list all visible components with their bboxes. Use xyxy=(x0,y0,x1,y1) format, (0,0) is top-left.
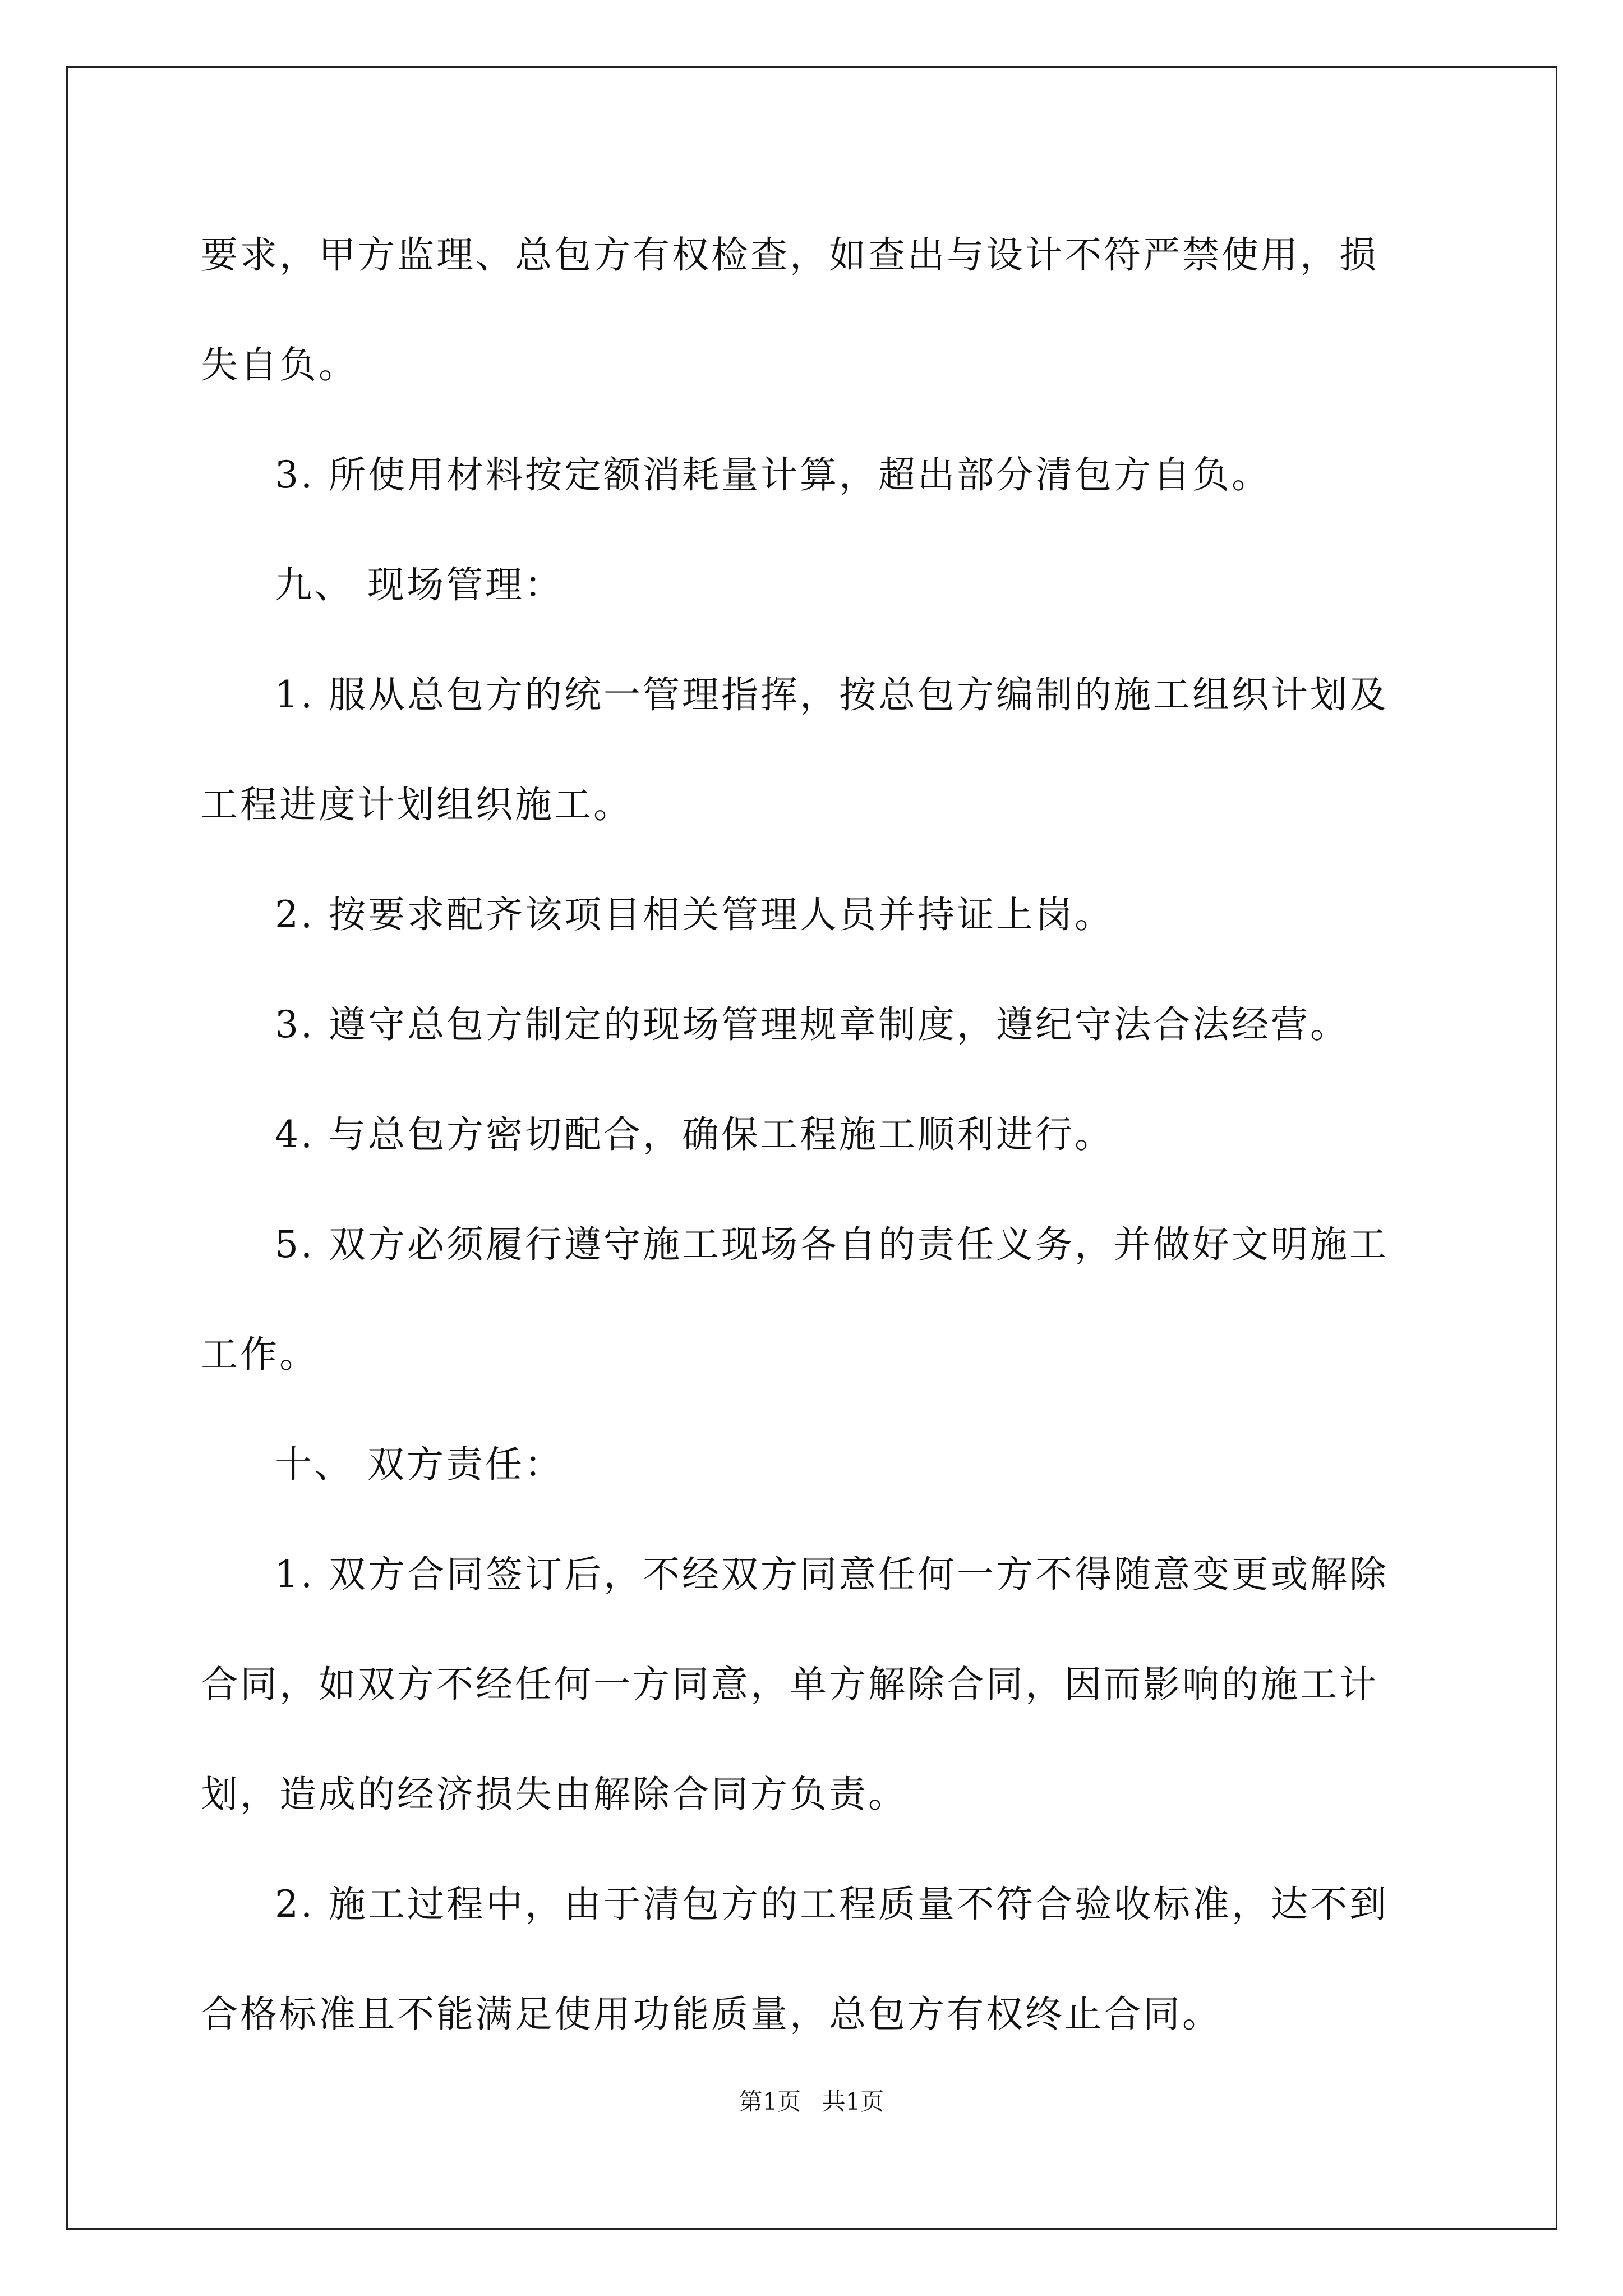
list-item: 2. 按要求配齐该项目相关管理人员并持证上岗。 xyxy=(275,893,1114,936)
section-heading: 十、 双方责任： xyxy=(275,1443,564,1486)
list-item: 1. 双方合同签订后，不经双方同意任何一方不得随意变更或解除 xyxy=(275,1553,1389,1596)
page-footer xyxy=(0,2085,1623,2119)
text-line: 合格标准且不能满足使用功能质量，总包方有权终止合同。 xyxy=(201,1993,1221,2036)
page-number: 第1页 xyxy=(739,2088,801,2115)
text-line: 要求，甲方监理、总包方有权检查，如查出与设计不符严禁使用，损 xyxy=(201,233,1378,277)
section-heading: 九、 现场管理： xyxy=(275,563,564,606)
list-item: 2. 施工过程中，由于清包方的工程质量不符合验收标准，达不到 xyxy=(275,1883,1389,1926)
page-total: 共1页 xyxy=(822,2088,884,2115)
list-item: 1. 服从总包方的统一管理指挥，按总包方编制的施工组织计划及 xyxy=(275,673,1389,716)
text-line: 合同，如双方不经任何一方同意，单方解除合同，因而影响的施工计 xyxy=(201,1663,1378,1706)
list-item: 3. 遵守总包方制定的现场管理规章制度，遵纪守法合法经营。 xyxy=(275,1003,1349,1046)
text-line: 工程进度计划组织施工。 xyxy=(201,783,633,826)
text-line: 划，造成的经济损失由解除合同方负责。 xyxy=(201,1773,907,1816)
text-line: 工作。 xyxy=(201,1333,319,1376)
list-item: 3. 所使用材料按定额消耗量计算，超出部分清包方自负。 xyxy=(275,453,1271,496)
list-item: 4. 与总包方密切配合，确保工程施工顺利进行。 xyxy=(275,1113,1114,1156)
text-line: 失自负。 xyxy=(201,343,358,386)
list-item: 5. 双方必须履行遵守施工现场各自的责任义务，并做好文明施工 xyxy=(275,1223,1389,1266)
